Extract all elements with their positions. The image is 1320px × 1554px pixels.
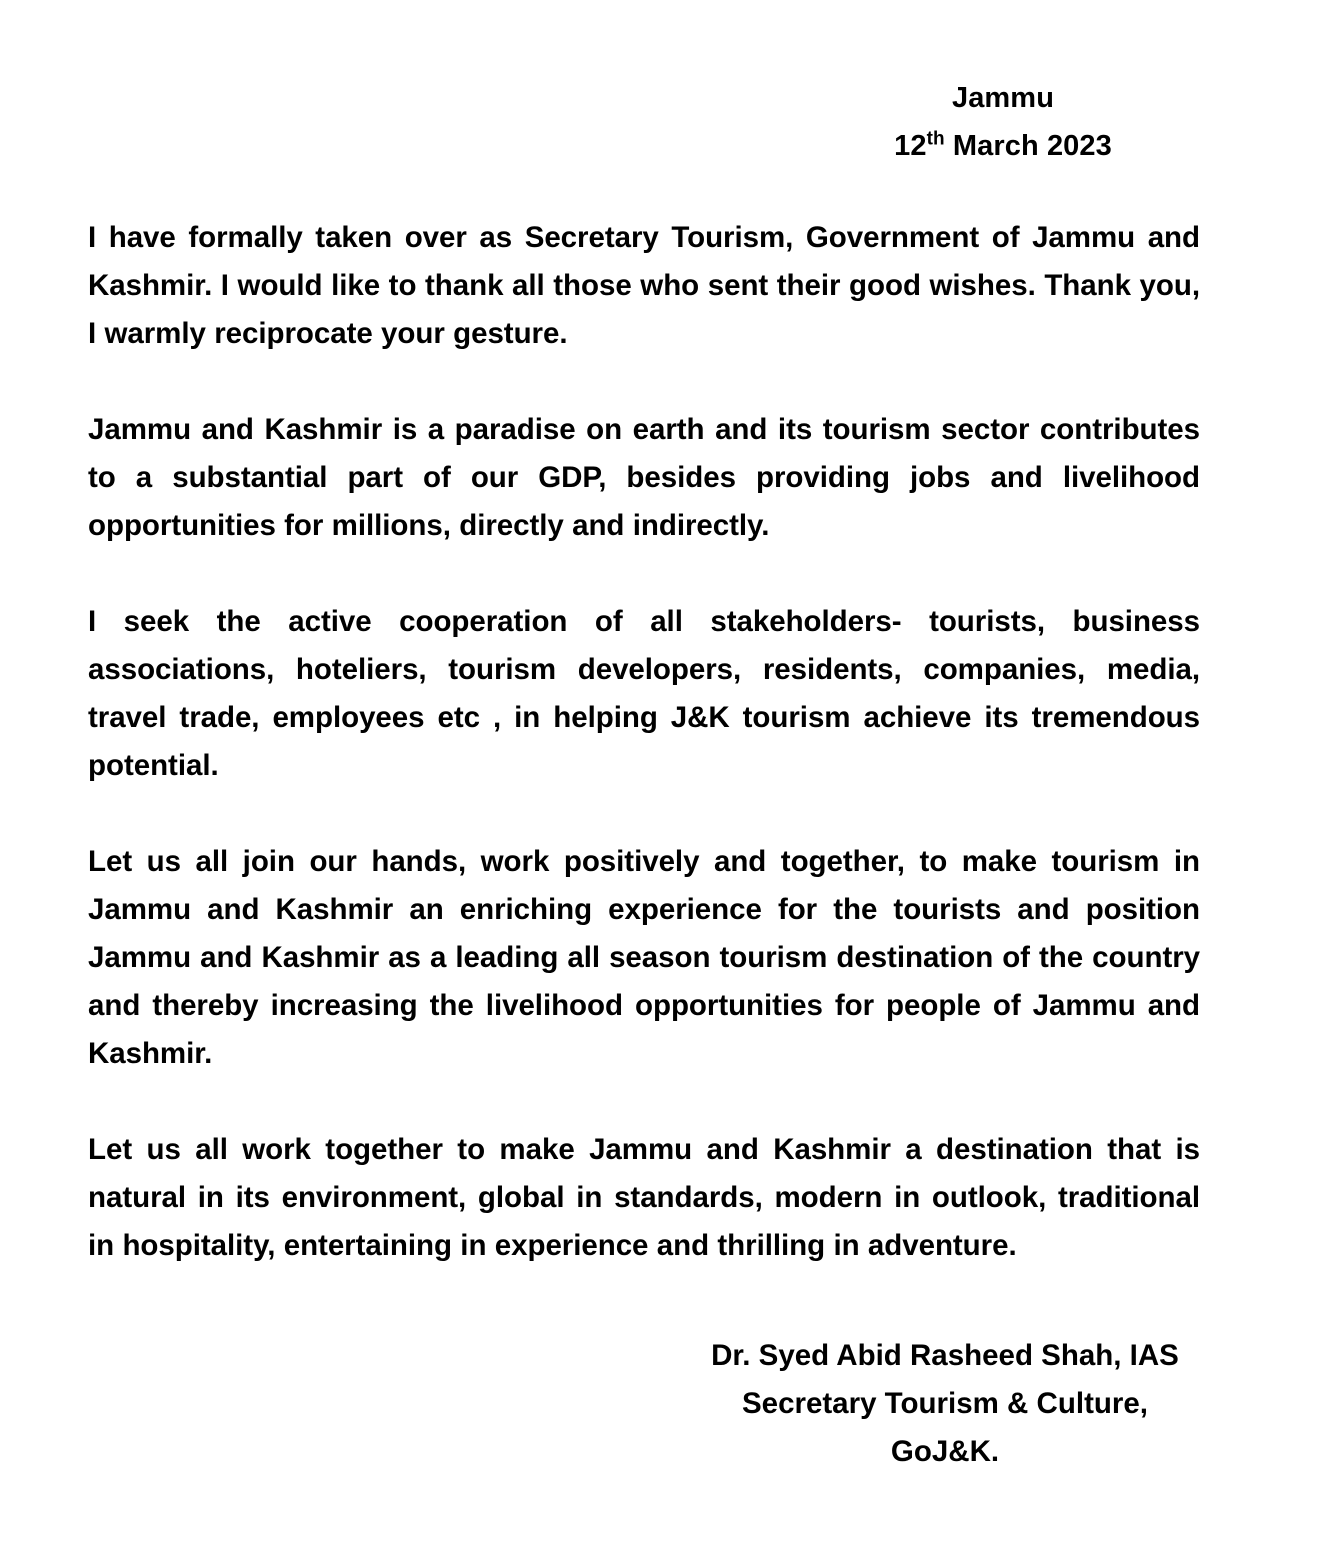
header-date bbox=[772, 122, 1234, 170]
body-paragraph: I seek the active cooperation of all stakeholders- tourists, business associations, hoteliers, tourism developers, residents, companies, media, travel trade, employees etc , in helping J&K tourism achieve its tremendous potential. bbox=[88, 605, 1200, 782]
body-paragraph: I have formally taken over as Secretary Tourism, Government of Jammu and Kashmir. I would like to thank all those who sent their good wishes. Thank you, I warmly reciprocate your gesture. bbox=[88, 221, 1200, 350]
body-paragraph: Jammu and Kashmir is a paradise on earth and its tourism sector contributes to a substantial part of our GDP, besides providing jobs and livelihood opportunities for millions, directly and indirectly. bbox=[88, 413, 1200, 542]
date-ordinal-suffix: th bbox=[926, 128, 945, 150]
letter-header bbox=[772, 74, 1234, 170]
body-paragraph: Let us all work together to make Jammu and Kashmir a destination that is natural in its environment, global in standards, modern in outlook, traditional in hospitality, entertaining in experience and thrilling in adventure. bbox=[88, 1133, 1200, 1262]
letter-body bbox=[88, 214, 1200, 1270]
date-month-year: March 2023 bbox=[944, 130, 1112, 162]
header-place: Jammu bbox=[951, 82, 1055, 114]
signature-block bbox=[600, 1332, 1290, 1476]
signatory-name: Dr. Syed Abid Rasheed Shah, IAS bbox=[711, 1339, 1179, 1372]
date-day: 12 bbox=[894, 130, 927, 162]
body-paragraph: Let us all join our hands, work positively and together, to make tourism in Jammu and Kashmir an enriching experience for the tourists and position Jammu and Kashmir as a leading all season tourism destination of the country and thereby increasing the livelihood opportunities for people of Jammu and Kashmir. bbox=[88, 845, 1200, 1070]
signatory-designation: Secretary Tourism & Culture, bbox=[741, 1387, 1148, 1420]
signatory-organisation: GoJ&K. bbox=[890, 1435, 1000, 1468]
